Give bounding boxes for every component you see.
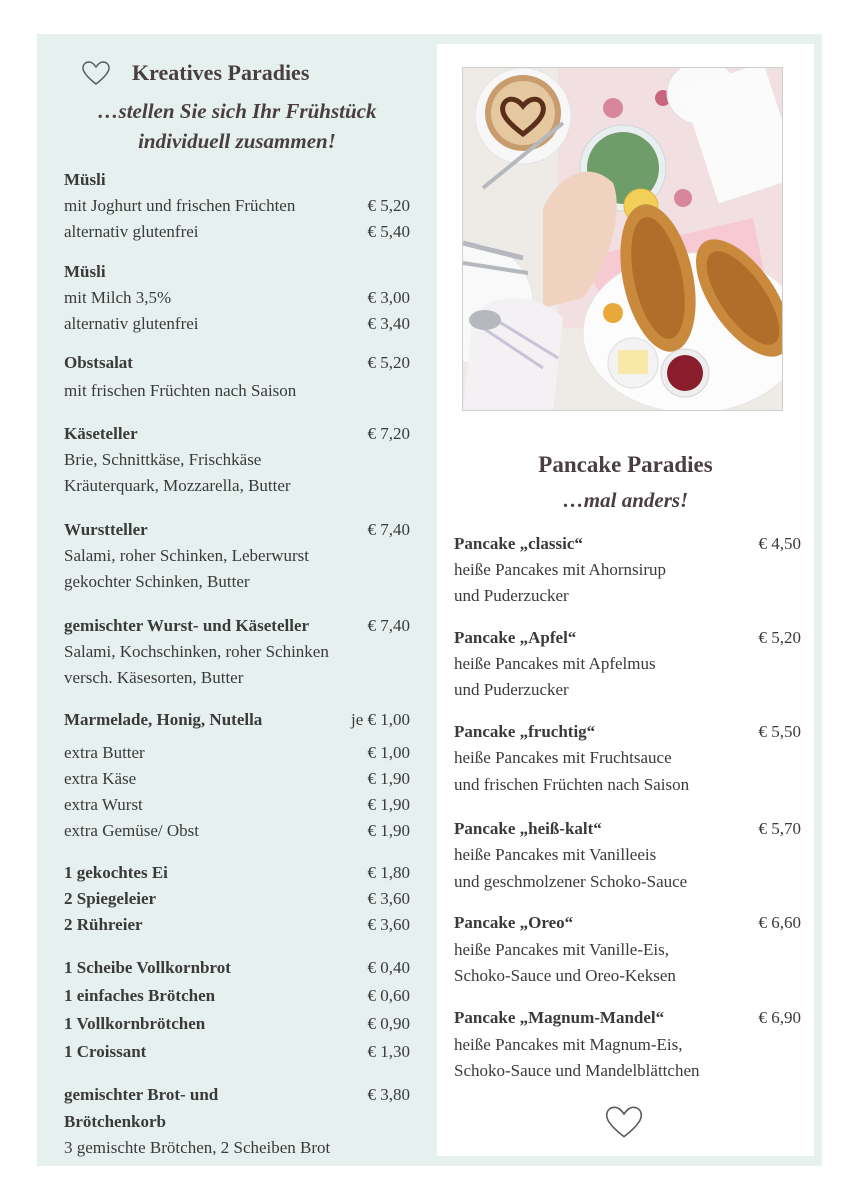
pancake-desc: heiße Pancakes mit Ahornsirup (454, 560, 666, 579)
pancake-desc: heiße Pancakes mit Fruchtsauce (454, 748, 672, 767)
item-desc: mit Joghurt und frischen Früchten (64, 196, 296, 215)
pancake-price: € 6,90 (758, 1008, 801, 1027)
bread-name: 1 Scheibe Vollkornbrot (64, 958, 231, 977)
pancake-desc: Schoko-Sauce und Oreo-Keksen (454, 966, 676, 985)
bread-name: 1 Vollkornbrötchen (64, 1014, 206, 1033)
item-name: Käseteller (64, 424, 138, 443)
pancake-desc: heiße Pancakes mit Magnum-Eis, (454, 1035, 683, 1054)
item-name: Obstsalat (64, 353, 133, 372)
extra-price: € 1,90 (367, 769, 410, 788)
pancake-desc: und Puderzucker (454, 680, 569, 699)
item-name: Wurstteller (64, 520, 148, 539)
item-price: € 5,20 (367, 353, 410, 372)
right-subtitle: …mal anders! (562, 488, 689, 512)
item-price: € 3,40 (367, 314, 410, 333)
pancake-name: Pancake „heiß-kalt“ (454, 819, 602, 838)
egg-name: 1 gekochtes Ei (64, 863, 168, 882)
pancake-name: Pancake „classic“ (454, 534, 583, 553)
bread-name: 1 Croissant (64, 1042, 147, 1061)
pancake-name: Pancake „Magnum-Mandel“ (454, 1008, 665, 1027)
extra-name: extra Gemüse/ Obst (64, 821, 200, 840)
extra-name: extra Käse (64, 769, 137, 788)
item-name-cont: Brötchenkorb (64, 1112, 166, 1131)
breakfast-photo (462, 67, 783, 411)
pancake-price: € 6,60 (758, 913, 801, 932)
egg-price: € 3,60 (367, 889, 410, 908)
item-name: Müsli (64, 170, 106, 189)
bread-price: € 0,60 (367, 986, 410, 1005)
item-desc: versch. Käsesorten, Butter (64, 668, 244, 687)
pancake-price: € 4,50 (758, 534, 801, 553)
extra-name: extra Wurst (64, 795, 143, 814)
pancake-name: Pancake „fruchtig“ (454, 722, 596, 741)
left-subtitle-1: …stellen Sie sich Ihr Frühstück (97, 99, 377, 123)
egg-name: 2 Spiegeleier (64, 889, 157, 908)
egg-price: € 3,60 (367, 915, 410, 934)
item-name: gemischter Wurst- und Käseteller (64, 616, 310, 635)
item-desc: mit frischen Früchten nach Saison (64, 381, 297, 400)
pancake-price: € 5,70 (758, 819, 801, 838)
item-desc: gekochter Schinken, Butter (64, 572, 250, 591)
egg-name: 2 Rühreier (64, 915, 143, 934)
pancake-name: Pancake „Apfel“ (454, 628, 577, 647)
item-desc: mit Milch 3,5% (64, 288, 172, 307)
extra-name: extra Butter (64, 743, 145, 762)
bread-price: € 0,90 (367, 1014, 410, 1033)
item-price: € 3,80 (367, 1085, 410, 1104)
bread-price: € 1,30 (367, 1042, 410, 1061)
left-title: Kreatives Paradies (132, 60, 310, 85)
egg-price: € 1,80 (367, 863, 410, 882)
item-name: gemischter Brot- und (64, 1085, 219, 1104)
left-subtitle-2: individuell zusammen! (138, 129, 336, 153)
item-price: € 7,40 (367, 616, 410, 635)
pancake-name: Pancake „Oreo“ (454, 913, 574, 932)
item-price: € 5,40 (367, 222, 410, 241)
heart-icon (604, 1104, 644, 1140)
item-price: € 7,40 (367, 520, 410, 539)
pancake-desc: Schoko-Sauce und Mandelblättchen (454, 1061, 700, 1080)
item-desc: Brie, Schnittkäse, Frischkäse (64, 450, 262, 469)
item-price: € 7,20 (367, 424, 410, 443)
pancake-desc: und geschmolzener Schoko-Sauce (454, 872, 688, 891)
extra-price: € 1,00 (367, 743, 410, 762)
pancake-desc: und Puderzucker (454, 586, 569, 605)
bread-price: € 0,40 (367, 958, 410, 977)
extra-price: € 1,90 (367, 795, 410, 814)
pancake-price: € 5,50 (758, 722, 801, 741)
right-title: Pancake Paradies (538, 452, 713, 477)
heart-icon (81, 60, 111, 86)
item-desc: alternativ glutenfrei (64, 314, 199, 333)
extra-price: € 1,90 (367, 821, 410, 840)
item-desc: Salami, roher Schinken, Leberwurst (64, 546, 310, 565)
item-name: Müsli (64, 262, 106, 281)
pancake-desc: und frischen Früchten nach Saison (454, 775, 690, 794)
pancake-desc: heiße Pancakes mit Apfelmus (454, 654, 656, 673)
item-price: je € 1,00 (350, 710, 410, 729)
bread-name: 1 einfaches Brötchen (64, 986, 216, 1005)
item-desc: alternativ glutenfrei (64, 222, 199, 241)
item-desc: 3 gemischte Brötchen, 2 Scheiben Brot (64, 1138, 331, 1157)
pancake-desc: heiße Pancakes mit Vanilleeis (454, 845, 657, 864)
pancake-price: € 5,20 (758, 628, 801, 647)
item-price: € 5,20 (367, 196, 410, 215)
item-desc: Kräuterquark, Mozzarella, Butter (64, 476, 291, 495)
item-name: Marmelade, Honig, Nutella (64, 710, 263, 729)
item-price: € 3,00 (367, 288, 410, 307)
item-desc: Salami, Kochschinken, roher Schinken (64, 642, 329, 661)
pancake-desc: heiße Pancakes mit Vanille-Eis, (454, 940, 669, 959)
